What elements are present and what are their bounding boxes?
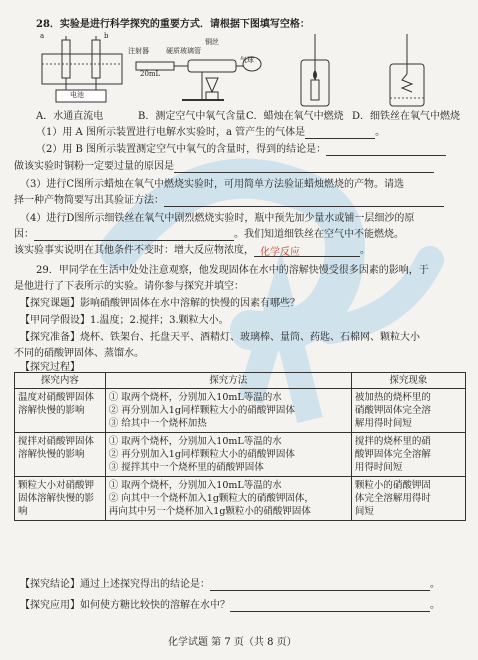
q28-s2b: 做该实验时铜粉一定要过量的原因是: [14, 160, 434, 173]
answer-blank[interactable]: [164, 196, 444, 207]
fig-caption-b: B．测定空气中氧气含量: [138, 111, 246, 122]
q28-s3a: （3）进行C图所示蜡烛在氧气中燃烧实验时，可用简单方法验证蜡烛燃烧的产物。请选: [20, 179, 405, 190]
answer-blank[interactable]: [230, 601, 430, 612]
q29-intro-2: 是他进行了下表所示的实验。请你参与探究并填空：: [14, 281, 244, 292]
figure-d-iron-wire: [382, 30, 432, 110]
figure-c-candle: [295, 30, 335, 110]
table-cell-phenomenon: 颗粒小的硝酸钾固 体完全溶解用得时 间短: [351, 477, 465, 521]
fig-b-label-volume: 20mL: [140, 70, 161, 78]
table-cell-content: 颗粒大小对硝酸钾 固体溶解快慢的影 响: [15, 477, 106, 521]
table-cell-content: 搅拌对硝酸钾固体 溶解快慢的影响: [15, 433, 106, 477]
fig-caption-a: A．水通直流电: [36, 111, 104, 122]
fig-caption-c: C．蜡烛在氧气中燃烧: [246, 111, 344, 122]
q29-process: 【探究过程】: [20, 362, 80, 373]
fig-a-battery: 电池: [70, 91, 84, 99]
answer-blank[interactable]: [326, 145, 446, 156]
fig-b-label-syringe: 注射器: [128, 47, 149, 55]
q29-prep-1: 【探究准备】烧杯、铁架台、托盘天平、酒精灯、玻璃棒、量筒、药匙、石棉网、颗粒大小: [20, 332, 420, 343]
page-footer: 化学试题 第 7 页（共 8 页）: [168, 637, 297, 648]
fig-b-label-tube: 硬质玻璃管: [166, 47, 201, 55]
table-row: [15, 433, 466, 477]
q28-s4c: 该实验事实说明在其他条件不变时：增大反应物浓度， 化学反应 。: [14, 245, 370, 258]
fig-a-label-b: b: [104, 32, 109, 40]
answer-blank[interactable]: [34, 230, 234, 241]
answer-blank[interactable]: [210, 580, 430, 591]
table-row: [15, 389, 466, 433]
answer-blank[interactable]: [305, 128, 375, 139]
table-cell-method: ① 取两个烧杯，分别加入10mL等温的水 ② 再分别加入1g同样颗粒大小的硝酸钾固体 ③ 给其中一个烧杯加热: [105, 389, 351, 433]
q29-prep-2: 不同的硝酸钾固体、蒸馏水。: [14, 348, 144, 359]
fig-b-label-copper: 铜丝: [205, 38, 219, 46]
table-row: [15, 477, 466, 521]
q28-s2a: （2）用 B 图所示装置测定空气中氧气的含量时，得到的结论是：: [36, 143, 446, 156]
q28-title: 28．实验是进行科学探究的重要方式．请根据下图填写空格：: [36, 19, 310, 30]
answer-blank[interactable]: [174, 162, 434, 173]
q28-s1: （1）用 A 图所示装置进行电解水实验时，a 管产生的气体是 。: [36, 127, 386, 138]
table-cell-phenomenon: 被加热的烧杯里的 硝酸钾固体完全溶 解用得时间短: [351, 389, 465, 433]
fig-b-label-balloon: 气球: [240, 56, 254, 64]
fig-a-label-a: a: [40, 32, 45, 40]
q29-application: 【探究应用】如何使方糖比较快的溶解在水中？ 。: [20, 600, 440, 611]
q29-intro-1: 29．甲同学在生活中处处注意观察，他发现固体在水中的溶解快慢受很多因素的影响，于: [36, 265, 429, 276]
table-cell-method: ① 取两个烧杯，分别加入10mL等温的水 ② 再分别加入1g同样颗粒大小的硝酸钾固体 ③ 搅拌其中一个烧杯里的硝酸钾固体: [105, 433, 351, 477]
q29-topic: 【探究课题】影响硝酸钾固体在水中溶解的快慢的因素有哪些？: [20, 298, 300, 309]
fig-caption-d: D．细铁丝在氧气中燃烧: [352, 111, 461, 122]
table-header-cell: 探究现象: [351, 373, 465, 389]
q28-s4a: （4）进行D图所示细铁丝在氧气中剧烈燃烧实验时，瓶中预先加少量水或铺一层细沙的原: [20, 213, 415, 224]
experiment-table: [14, 372, 466, 521]
q28-s3b: 择一种产物简要写出其验证方法：: [14, 194, 444, 207]
table-header-cell: 探究方法: [105, 373, 351, 389]
table-cell-method: ① 取两个烧杯，分别加入10mL等温的水 ② 向其中一个烧杯加入1g颗粒大的硝酸钾固体， 再向其中另一个烧杯加入1g颗粒小的硝酸钾固体: [105, 477, 351, 521]
table-cell-content: 温度对硝酸钾固体 溶解快慢的影响: [15, 389, 106, 433]
table-header-cell: 探究内容: [15, 373, 106, 389]
q29-hypothesis: 【甲同学假设】1.温度；2.搅拌；3.颗粒大小。: [20, 315, 229, 326]
q28-s4b: 因： 。我们知道细铁丝在空气中不能燃烧。: [14, 229, 404, 240]
table-header-row: [15, 373, 466, 389]
table-cell-phenomenon: 搅拌的烧杯里的硝 酸钾固体完全溶解 用得时间短: [351, 433, 465, 477]
handwritten-answer[interactable]: 化学反应: [254, 246, 360, 257]
q29-conclusion: 【探究结论】通过上述探究得出的结论是： 。: [20, 579, 440, 590]
